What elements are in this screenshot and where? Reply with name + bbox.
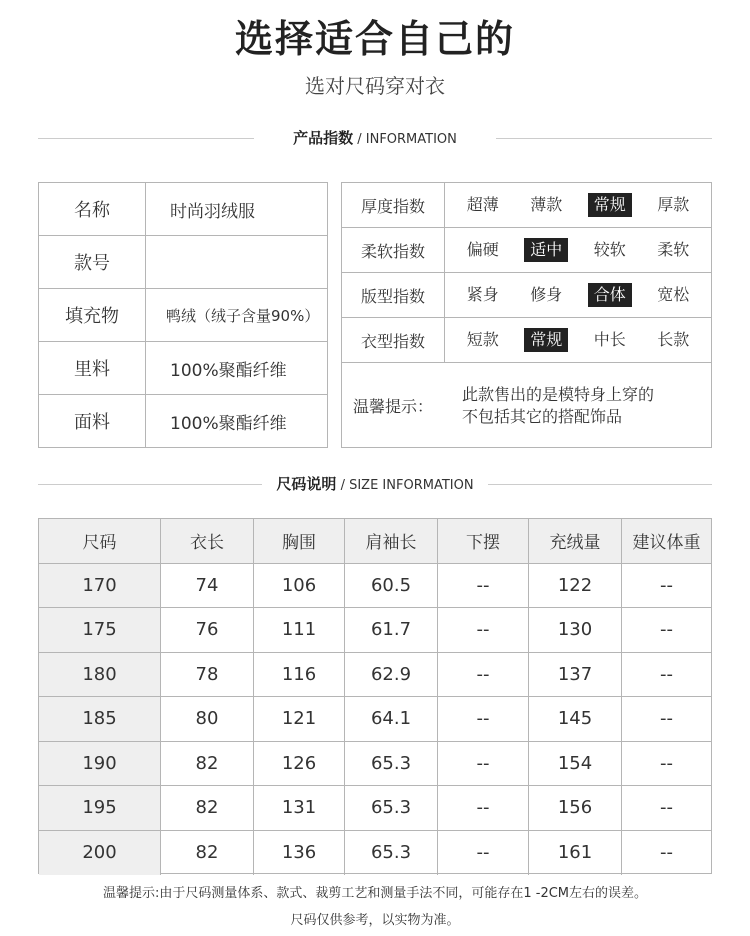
section-title-cn: 产品指数 xyxy=(293,129,354,147)
table-cell: -- xyxy=(438,653,529,697)
index-option: 薄款 xyxy=(530,195,563,214)
index-option: 修身 xyxy=(530,285,563,304)
tip-line-1: 此款售出的是模特身上穿的 xyxy=(462,384,655,404)
size-section-label xyxy=(38,472,712,498)
table-row xyxy=(39,786,711,831)
table-cell: 65.3 xyxy=(345,786,438,830)
size-cell: 180 xyxy=(39,653,161,697)
info-value xyxy=(146,236,327,288)
table-cell: -- xyxy=(438,697,529,741)
index-options xyxy=(445,273,711,317)
column-header: 衣长 xyxy=(161,519,254,563)
size-cell: 195 xyxy=(39,786,161,830)
info-row-fabric xyxy=(39,395,327,447)
size-table xyxy=(38,518,712,874)
index-options xyxy=(445,183,711,227)
table-cell: 76 xyxy=(161,608,254,652)
disclaimer-note: 温馨提示:由于尺码测量体系、款式、裁剪工艺和测量手法不同，可能存在1 -2CM左右的误差。 xyxy=(102,886,648,901)
info-value: 时尚羽绒服 xyxy=(170,201,255,222)
table-cell: 62.9 xyxy=(345,653,438,697)
info-key: 名称 xyxy=(39,183,146,235)
size-cell: 200 xyxy=(39,831,161,876)
page-subtitle: 选对尺码穿对衣 xyxy=(305,74,445,98)
info-key: 面料 xyxy=(39,395,146,447)
page-title: 选择适合自己的 xyxy=(234,17,515,61)
table-row xyxy=(39,742,711,787)
index-option: 紧身 xyxy=(466,285,499,304)
index-key: 厚度指数 xyxy=(342,183,445,227)
table-cell: -- xyxy=(660,708,673,730)
index-option: 长款 xyxy=(657,330,690,349)
size-cell: 175 xyxy=(39,608,161,652)
table-cell: -- xyxy=(438,831,529,876)
table-cell: -- xyxy=(438,608,529,652)
index-row-length xyxy=(342,318,711,363)
table-row xyxy=(39,653,711,698)
index-options xyxy=(445,318,711,362)
table-cell: 145 xyxy=(529,697,622,741)
table-cell: 80 xyxy=(161,697,254,741)
size-table-header xyxy=(39,519,711,564)
table-cell: 161 xyxy=(529,831,622,876)
table-cell: 126 xyxy=(254,742,345,786)
table-cell: 121 xyxy=(254,697,345,741)
index-option: 宽松 xyxy=(657,285,690,304)
size-cell: 185 xyxy=(39,697,161,741)
table-cell: 137 xyxy=(529,653,622,697)
table-cell: 130 xyxy=(529,608,622,652)
table-row xyxy=(39,831,711,876)
table-row xyxy=(39,697,711,742)
table-cell: 111 xyxy=(254,608,345,652)
info-row-filling xyxy=(39,289,327,342)
index-option: 短款 xyxy=(466,330,499,349)
index-option: 柔软 xyxy=(657,240,690,259)
table-cell: -- xyxy=(660,619,673,641)
tip-box xyxy=(342,363,711,448)
info-row-name xyxy=(39,183,327,236)
table-cell: 64.1 xyxy=(345,697,438,741)
table-cell: 74 xyxy=(161,564,254,608)
info-value: 鸭绒（绒子含量90%） xyxy=(166,306,320,325)
index-row-softness xyxy=(342,228,711,273)
size-cell: 170 xyxy=(39,564,161,608)
index-option: 厚款 xyxy=(657,195,690,214)
index-key: 衣型指数 xyxy=(342,318,445,362)
table-cell: 116 xyxy=(254,653,345,697)
section-title-cn: 尺码说明 xyxy=(276,475,337,493)
section-title-en: / SIZE INFORMATION xyxy=(336,478,474,493)
table-cell: 156 xyxy=(529,786,622,830)
tip-line-2: 不包括其它的搭配饰品 xyxy=(462,406,623,426)
index-option-selected: 适中 xyxy=(524,238,568,262)
product-index-table xyxy=(341,182,712,448)
info-key: 款号 xyxy=(39,236,146,288)
index-option-selected: 常规 xyxy=(524,328,568,352)
table-cell: 60.5 xyxy=(345,564,438,608)
table-row xyxy=(39,608,711,653)
index-row-thickness xyxy=(342,183,711,228)
table-cell: 78 xyxy=(161,653,254,697)
info-key: 填充物 xyxy=(39,289,146,341)
section-title-en: / INFORMATION xyxy=(353,132,457,147)
table-cell: 131 xyxy=(254,786,345,830)
info-row-lining xyxy=(39,342,327,395)
product-section-header xyxy=(38,126,712,150)
reference-note: 尺码仅供参考，以实物为准。 xyxy=(290,913,460,928)
index-row-fit xyxy=(342,273,711,318)
product-section-label xyxy=(38,126,712,152)
index-option: 超薄 xyxy=(466,195,499,214)
table-cell: 154 xyxy=(529,742,622,786)
column-header: 建议体重 xyxy=(622,519,711,563)
column-header: 充绒量 xyxy=(529,519,622,563)
index-option: 中长 xyxy=(593,330,626,349)
info-row-style-number xyxy=(39,236,327,289)
table-cell: -- xyxy=(660,663,673,685)
index-key: 柔软指数 xyxy=(342,228,445,272)
table-cell: -- xyxy=(438,564,529,608)
index-option: 偏硬 xyxy=(466,240,499,259)
tip-label: 温馨提示： xyxy=(352,397,433,416)
table-cell: -- xyxy=(660,842,673,864)
column-header: 下摆 xyxy=(438,519,529,563)
info-value: 100%聚酯纤维 xyxy=(170,413,287,434)
column-header: 尺码 xyxy=(39,519,161,563)
info-key: 里料 xyxy=(39,342,146,394)
size-section-header xyxy=(38,472,712,496)
index-option: 较软 xyxy=(593,240,626,259)
table-cell: 82 xyxy=(161,786,254,830)
table-cell: -- xyxy=(438,786,529,830)
column-header: 肩袖长 xyxy=(345,519,438,563)
table-cell: -- xyxy=(660,574,673,596)
column-header: 胸围 xyxy=(254,519,345,563)
size-cell: 190 xyxy=(39,742,161,786)
tip-text xyxy=(444,384,711,428)
table-cell: 106 xyxy=(254,564,345,608)
table-cell: 65.3 xyxy=(345,831,438,876)
product-info-table xyxy=(38,182,328,448)
table-cell: 61.7 xyxy=(345,608,438,652)
table-cell: 122 xyxy=(529,564,622,608)
table-cell: -- xyxy=(438,742,529,786)
index-options xyxy=(445,228,711,272)
table-cell: 136 xyxy=(254,831,345,876)
info-value: 100%聚酯纤维 xyxy=(170,360,287,381)
table-cell: -- xyxy=(660,752,673,774)
index-key: 版型指数 xyxy=(342,273,445,317)
index-option-selected: 常规 xyxy=(588,193,632,217)
table-cell: -- xyxy=(660,797,673,819)
index-option-selected: 合体 xyxy=(588,283,632,307)
table-cell: 82 xyxy=(161,742,254,786)
table-cell: 65.3 xyxy=(345,742,438,786)
table-row xyxy=(39,564,711,609)
table-cell: 82 xyxy=(161,831,254,876)
